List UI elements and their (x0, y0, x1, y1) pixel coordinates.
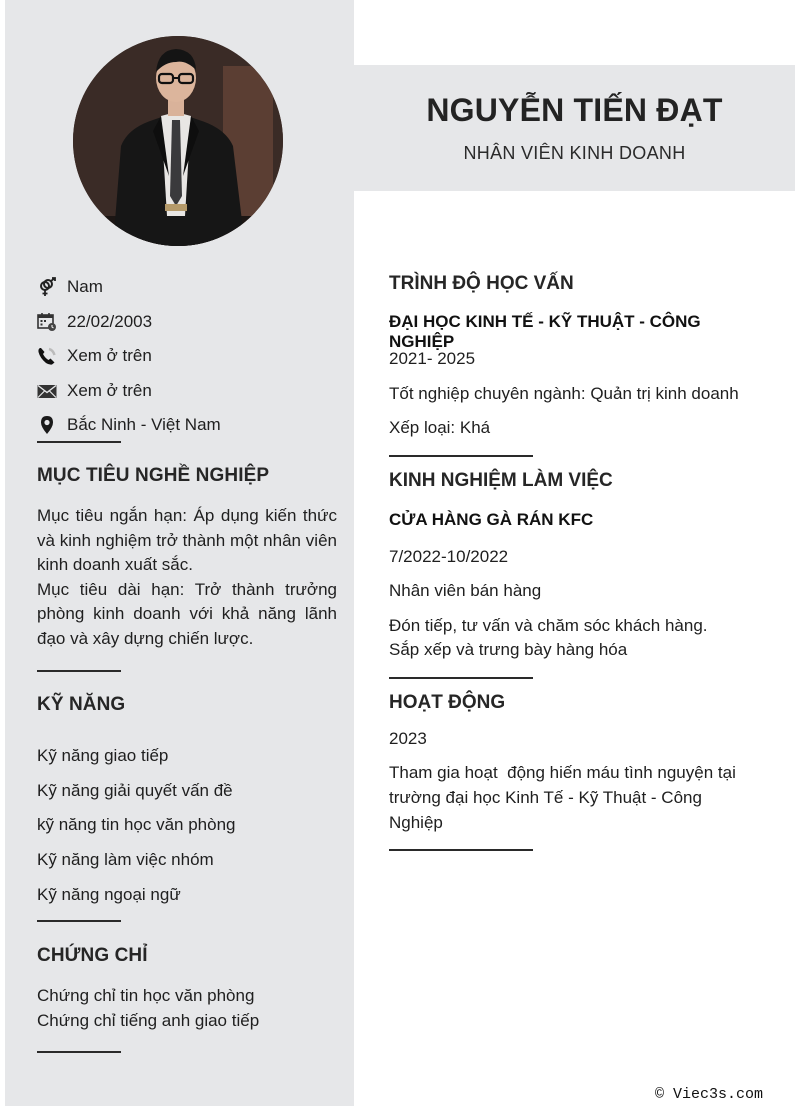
experience-title: KINH NGHIỆM LÀM VIỆC (389, 470, 613, 491)
objective-title: MỤC TIÊU NGHỀ NGHIỆP (37, 465, 270, 486)
activities-description-line: Nghiệp (389, 813, 443, 832)
contact-gender-value: Nam (67, 277, 103, 297)
education-major: Tốt nghiệp chuyên ngành: Quản trị kinh doanh (389, 384, 739, 403)
contact-birthday-value: 22/02/2003 (67, 311, 153, 331)
education-grade: Xếp loại: Khá (389, 418, 491, 437)
divider (389, 849, 533, 851)
education-section (389, 273, 769, 295)
contact-email (37, 374, 337, 409)
experience-duty: Đón tiếp, tư vấn và chăm sóc khách hàng. (389, 616, 708, 635)
experience-period: 7/2022-10/2022 (389, 547, 509, 566)
skill-item: Kỹ năng giao tiếp (37, 746, 169, 765)
skills-title: KỸ NĂNG (37, 694, 126, 715)
contact-birthday (37, 305, 337, 340)
experience-duty: Sắp xếp và trưng bày hàng hóa (389, 640, 628, 659)
skill-item: Kỹ năng làm việc nhóm (37, 850, 214, 870)
header-band (354, 65, 795, 191)
portrait-photo (73, 36, 283, 246)
copyright-footer: © Viec3s.com (655, 1086, 764, 1103)
full-name: NGUYỄN TIẾN ĐẠT (426, 92, 723, 128)
contact-email-value: Xem ở trên (67, 380, 152, 400)
skill-item: Kỹ năng giải quyết vấn đề (37, 780, 233, 800)
experience-position: Nhân viên bán hàng (389, 581, 542, 600)
contact-phone-value: Xem ở trên (67, 346, 152, 366)
gender-icon (37, 277, 57, 297)
avatar (73, 36, 283, 246)
contact-location (37, 408, 337, 443)
skills-list (37, 739, 337, 912)
objective-short-term: Mục tiêu ngắn hạn: Áp dụng kiến thức và kinh nghiệm trở thành một nhân viên kinh doanh xuất sắc. (37, 506, 337, 574)
job-title: NHÂN VIÊN KINH DOANH (463, 143, 686, 163)
activities-description-line: trường đại học Kinh Tế - Kỹ Thuật - Công (389, 788, 702, 807)
education-school: ĐẠI HỌC KINH TẾ - KỸ THUẬT - CÔNG NGHIỆP (389, 312, 701, 351)
phone-icon (37, 346, 57, 366)
contact-location-value: Bắc Ninh - Việt Nam (67, 415, 221, 435)
activities-year: 2023 (389, 729, 427, 748)
objective-long-term: Mục tiêu dài hạn: Trở thành trưởng phòng kinh doanh với khả năng lãnh đạo và xây dựng chiến lược. (37, 579, 337, 648)
divider (37, 441, 121, 443)
divider (389, 677, 533, 679)
skill-item: kỹ năng tin học văn phòng (37, 815, 236, 835)
location-pin-icon (37, 415, 57, 435)
divider (37, 920, 121, 922)
objective-text (37, 504, 337, 651)
certificate-item: Chứng chỉ tin học văn phòng (37, 986, 255, 1005)
email-icon (37, 381, 57, 401)
skill-item: Kỹ năng ngoại ngữ (37, 884, 181, 904)
activities-title: HOẠT ĐỘNG (389, 692, 506, 713)
education-period: 2021- 2025 (389, 349, 476, 368)
calendar-icon (37, 312, 57, 332)
divider (37, 1051, 121, 1053)
activities-description-line: Tham gia hoạt động hiến máu tình nguyện tại (389, 763, 736, 782)
certificates-list (37, 983, 337, 1033)
certificates-title: CHỨNG CHỈ (37, 945, 148, 966)
certificate-item: Chứng chỉ tiếng anh giao tiếp (37, 1011, 260, 1030)
contact-gender (37, 270, 337, 305)
divider (389, 455, 533, 457)
contact-list (37, 270, 337, 443)
education-title: TRÌNH ĐỘ HỌC VẤN (389, 273, 574, 294)
contact-phone (37, 339, 337, 374)
experience-company: CỬA HÀNG GÀ RÁN KFC (389, 510, 594, 529)
sidebar (5, 0, 354, 1106)
divider (37, 670, 121, 672)
